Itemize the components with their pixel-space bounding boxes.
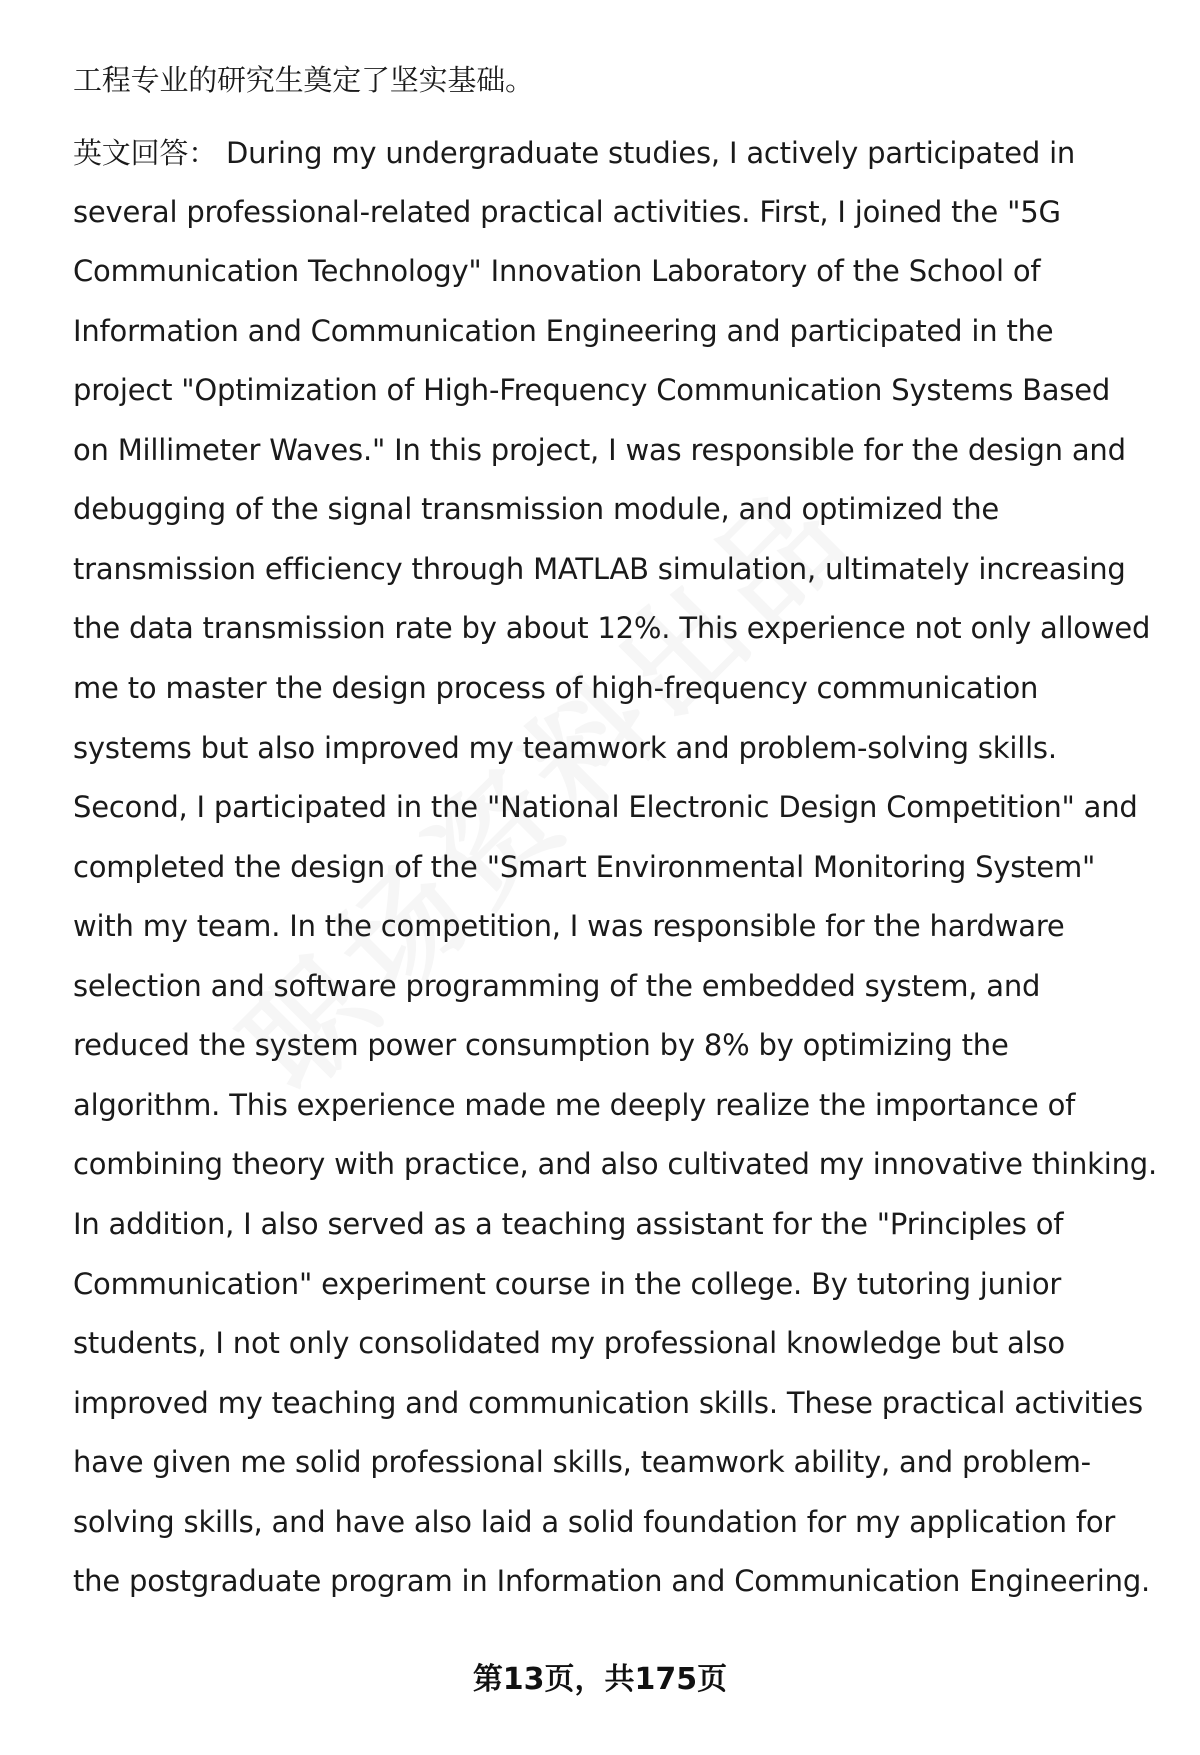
text-line: reduced the system power consumption by 8% by optimizing the (73, 1028, 1009, 1062)
text-line: Second, I participated in the "National Electronic Design Competition" and (73, 790, 1138, 824)
text-line: In addition, I also served as a teaching assistant for the "Principles of (73, 1207, 1064, 1241)
text-line: Communication Technology" Innovation Laboratory of the School of (73, 254, 1041, 288)
text-line: completed the design of the "Smart Environmental Monitoring System" (73, 850, 1096, 884)
text-line: improved my teaching and communication skills. These practical activities (73, 1386, 1143, 1420)
text-line: algorithm. This experience made me deeply realize the importance of (73, 1088, 1076, 1122)
text-line: combining theory with practice, and also cultivated my innovative thinking. (73, 1147, 1157, 1181)
text-line: have given me solid professional skills, teamwork ability, and problem- (73, 1445, 1091, 1479)
text-line: Information and Communication Engineering and participated in the (73, 314, 1054, 348)
text-line: transmission efficiency through MATLAB simulation, ultimately increasing (73, 552, 1126, 586)
text-line: debugging of the signal transmission module, and optimized the (73, 492, 1000, 526)
text-line: Communication" experiment course in the college. By tutoring junior (73, 1267, 1062, 1301)
text-line: the postgraduate program in Information and Communication Engineering. (73, 1564, 1151, 1598)
text-line: selection and software programming of the embedded system, and (73, 969, 1041, 1003)
text-line: several professional-related practical activities. First, I joined the "5G (73, 195, 1061, 229)
text-line: on Millimeter Waves." In this project, I was responsible for the design and (73, 433, 1126, 467)
text-line: 英文回答： During my undergraduate studies, I actively participated in (73, 136, 1076, 170)
text-line: with my team. In the competition, I was responsible for the hardware (73, 909, 1065, 943)
text-line: solving skills, and have also laid a solid foundation for my application for (73, 1505, 1116, 1539)
text-line: the data transmission rate by about 12%. This experience not only allowed (73, 611, 1151, 645)
text-line: 工程专业的研究生奠定了坚实基础。 (73, 63, 534, 97)
text-line: project "Optimization of High-Frequency Communication Systems Based (73, 373, 1111, 407)
text-line: me to master the design process of high-frequency communication (73, 671, 1039, 705)
text-line: students, I not only consolidated my professional knowledge but also (73, 1326, 1065, 1360)
page-number-footer: 第13页，共175页 (472, 1662, 728, 1697)
text-line: systems but also improved my teamwork and problem-solving skills. (73, 731, 1057, 765)
